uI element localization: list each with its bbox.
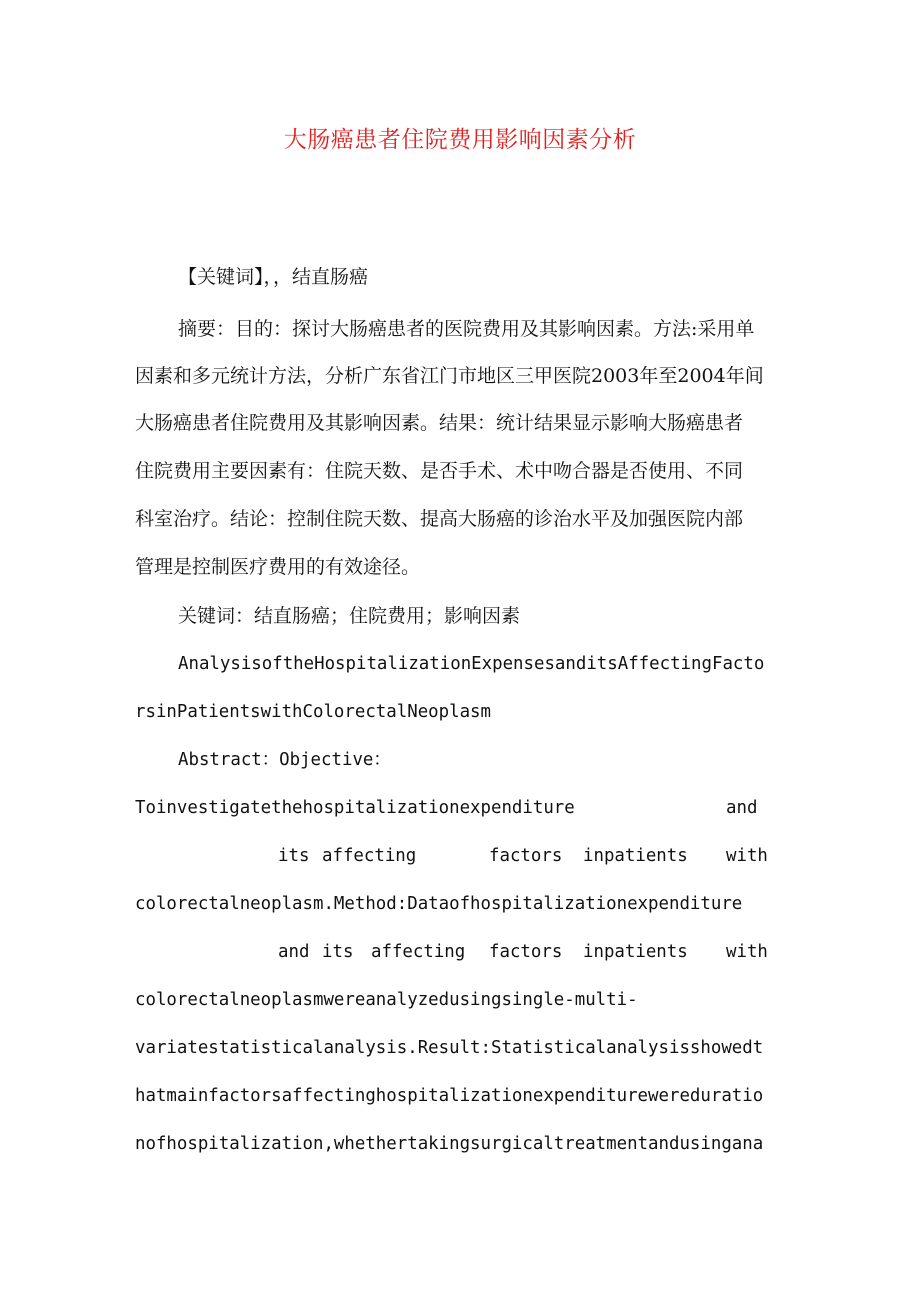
word: with [726, 846, 768, 866]
abstract-cn-line-2: 因素和多元统计方法，分析广东省江门市地区三甲医院2003年至2004年间 [135, 365, 764, 387]
abstract-en-line-6: variatestatisticalanalysis.Result:Statisticalanalysisshowedt [135, 1038, 764, 1058]
abstract-en-heading: Abstract：Objective： [178, 750, 391, 770]
word: affecting [371, 942, 466, 962]
abstract-en-line-1b: and [726, 798, 758, 818]
abstract-cn-line-6: 管理是控制医疗费用的有效途径。 [135, 556, 421, 578]
abstract-en-line-8: nofhospitalization,whethertakingsurgicaltreatmentandusingana [135, 1134, 764, 1154]
word: factors [489, 846, 563, 866]
word: with [726, 942, 768, 962]
word: and [278, 942, 310, 962]
word: its [278, 846, 310, 866]
keyword-header: 【关键词】，，结直肠癌 [178, 266, 369, 288]
abstract-cn-line-4: 住院费用主要因素有：住院天数、是否手术、术中吻合器是否使用、不同 [135, 460, 744, 482]
title-en-line-1: AnalysisoftheHospitalizationExpensesanditsAffectingFacto [178, 654, 765, 674]
keywords-cn: 关键词：结直肠癌；住院费用；影响因素 [178, 605, 521, 627]
abstract-en-line-3: colorectalneoplasm.Method:Dataofhospitalizationexpenditure [135, 894, 743, 914]
word: its [322, 942, 354, 962]
abstract-en-line-1a: Toinvestigatethehospitalizationexpenditure [135, 798, 575, 818]
abstract-cn-line-3: 大肠癌患者住院费用及其影响因素。结果：统计结果显示影响大肠癌患者 [135, 412, 744, 434]
abstract-en-line-5: colorectalneoplasmwereanalyzedusingsingle-multi- [135, 990, 638, 1010]
abstract-en-line-7: hatmainfactorsaffectinghospitalizationexpenditurewereduratio [135, 1086, 764, 1106]
document-title: 大肠癌患者住院费用影响因素分析 [283, 127, 637, 153]
word: inpatients [583, 846, 688, 866]
abstract-cn-line-1: 摘要：目的：探讨大肠癌患者的医院费用及其影响因素。方法:采用单 [178, 318, 755, 340]
word: factors [489, 942, 563, 962]
word: inpatients [583, 942, 688, 962]
title-en-line-2: rsinPatientswithColorectalNeoplasm [135, 702, 491, 722]
word: affecting [322, 846, 417, 866]
abstract-en-line-2 [0, 841, 920, 871]
abstract-en-line-4 [0, 937, 920, 967]
abstract-cn-line-5: 科室治疗。结论：控制住院天数、提高大肠癌的诊治水平及加强医院内部 [135, 508, 744, 530]
